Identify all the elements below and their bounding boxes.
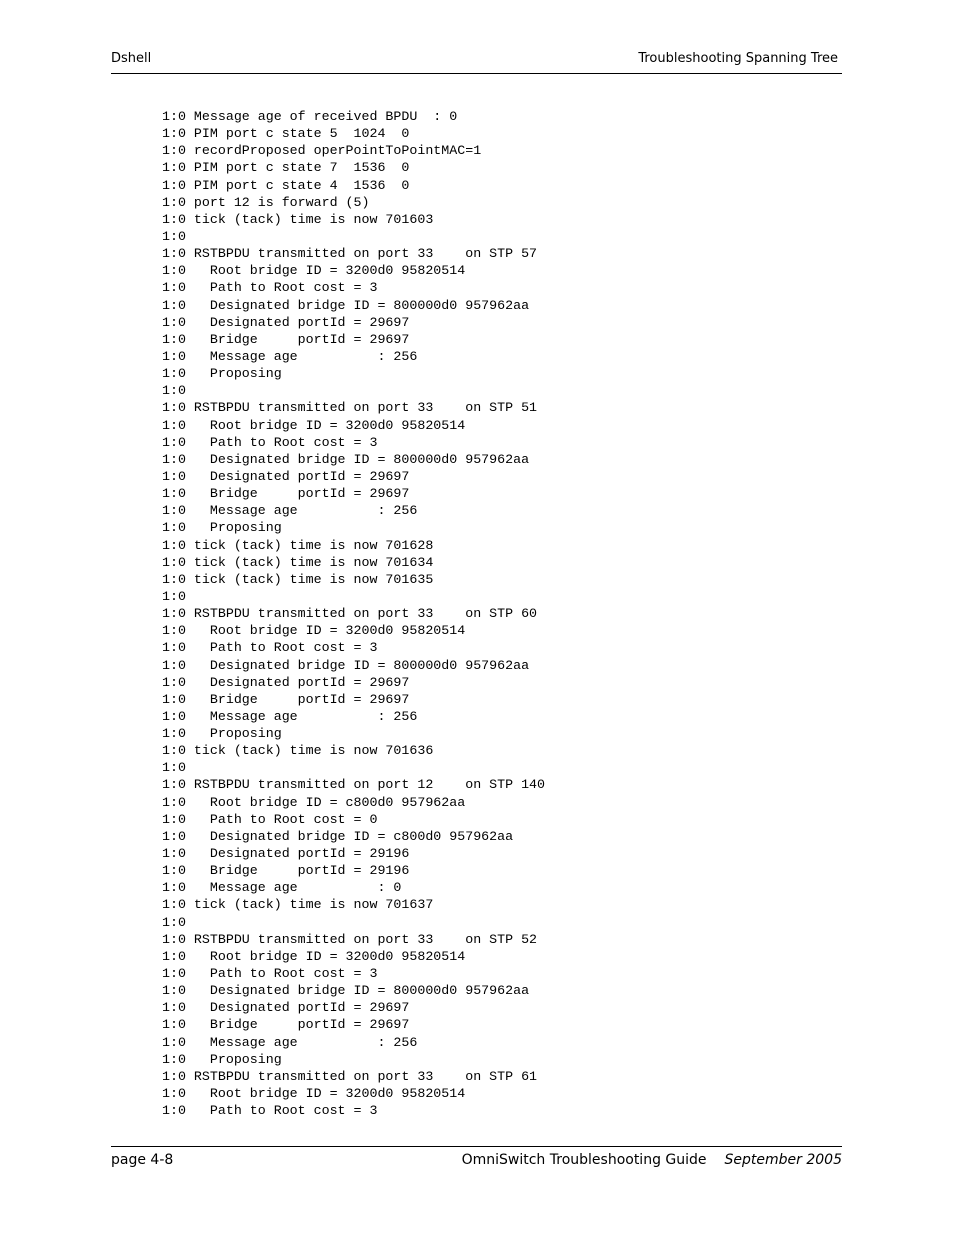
code-line: 1:0 tick (tack) time is now 701603 (162, 211, 434, 227)
code-line: 1:0 (162, 228, 186, 244)
code-line: 1:0 Proposing (162, 1051, 282, 1067)
code-line: 1:0 RSTBPDU transmitted on port 33 on STP 61 (162, 1068, 538, 1084)
code-line: 1:0 (162, 914, 186, 930)
code-line: 1:0 RSTBPDU transmitted on port 33 on STP 60 (162, 606, 538, 622)
dshell-output-listing (162, 108, 545, 1119)
code-line: 1:0 Bridge portId = 29196 (162, 863, 410, 879)
code-line: 1:0 Root bridge ID = 3200d0 95820514 (162, 263, 466, 279)
code-line: 1:0 Bridge portId = 29697 (162, 1017, 410, 1033)
code-line: 1:0 Proposing (162, 726, 282, 742)
code-line: 1:0 Designated bridge ID = 800000d0 957962aa (162, 297, 530, 313)
code-line: 1:0 Designated portId = 29697 (162, 314, 410, 330)
code-line: 1:0 Designated portId = 29697 (162, 674, 410, 690)
footer-publication (462, 1152, 842, 1168)
code-line: 1:0 RSTBPDU transmitted on port 12 on STP 140 (162, 777, 546, 793)
code-line: 1:0 Bridge portId = 29697 (162, 331, 410, 347)
code-line: 1:0 PIM port c state 4 1536 0 (162, 177, 410, 193)
code-line: 1:0 RSTBPDU transmitted on port 33 on STP 52 (162, 931, 538, 947)
code-line: 1:0 tick (tack) time is now 701628 (162, 537, 434, 553)
code-line: 1:0 tick (tack) time is now 701636 (162, 743, 434, 759)
publication-date: September 2005 (724, 1152, 842, 1168)
footer-rule (111, 1146, 842, 1147)
page-number: page 4-8 (111, 1152, 174, 1168)
code-line: 1:0 PIM port c state 5 1024 0 (162, 126, 410, 142)
code-line: 1:0 Message age : 256 (162, 348, 418, 364)
code-line: 1:0 PIM port c state 7 1536 0 (162, 160, 410, 176)
code-line: 1:0 Bridge portId = 29697 (162, 691, 410, 707)
guide-title: OmniSwitch Troubleshooting Guide (461, 1152, 707, 1168)
code-line: 1:0 port 12 is forward (5) (162, 194, 370, 210)
code-line: 1:0 Path to Root cost = 3 (162, 280, 378, 296)
code-line: 1:0 Message age : 256 (162, 503, 418, 519)
running-header-section: Dshell (111, 51, 152, 66)
code-line: 1:0 Path to Root cost = 3 (162, 966, 378, 982)
code-line: 1:0 Designated bridge ID = 800000d0 957962aa (162, 451, 530, 467)
code-line: 1:0 Designated portId = 29697 (162, 468, 410, 484)
code-line: 1:0 tick (tack) time is now 701637 (162, 897, 434, 913)
code-line: 1:0 Root bridge ID = c800d0 957962aa (162, 794, 466, 810)
code-line: 1:0 (162, 760, 186, 776)
code-line: 1:0 Root bridge ID = 3200d0 95820514 (162, 948, 466, 964)
code-line: 1:0 Path to Root cost = 3 (162, 1103, 378, 1119)
code-line: 1:0 tick (tack) time is now 701634 (162, 554, 434, 570)
code-line: 1:0 Proposing (162, 520, 282, 536)
code-line: 1:0 Message age : 256 (162, 1034, 418, 1050)
code-line: 1:0 RSTBPDU transmitted on port 33 on STP 51 (162, 400, 538, 416)
code-line: 1:0 Message age : 0 (162, 880, 402, 896)
code-line: 1:0 (162, 383, 186, 399)
code-line: 1:0 Message age : 256 (162, 708, 418, 724)
code-line: 1:0 RSTBPDU transmitted on port 33 on STP 57 (162, 246, 538, 262)
header-rule (111, 73, 842, 74)
running-header-chapter: Troubleshooting Spanning Tree (638, 51, 838, 66)
code-line: 1:0 Designated bridge ID = 800000d0 957962aa (162, 657, 530, 673)
code-line: 1:0 Root bridge ID = 3200d0 95820514 (162, 623, 466, 639)
code-line: 1:0 (162, 588, 186, 604)
code-line: 1:0 Message age of received BPDU : 0 (162, 109, 458, 124)
code-line: 1:0 Designated portId = 29697 (162, 1000, 410, 1016)
code-line: 1:0 Root bridge ID = 3200d0 95820514 (162, 417, 466, 433)
code-line: 1:0 Path to Root cost = 3 (162, 640, 378, 656)
code-line: 1:0 Path to Root cost = 3 (162, 434, 378, 450)
code-line: 1:0 Proposing (162, 366, 282, 382)
code-line: 1:0 recordProposed operPointToPointMAC=1 (162, 143, 482, 159)
code-line: 1:0 Designated bridge ID = 800000d0 957962aa (162, 983, 530, 999)
code-line: 1:0 Designated bridge ID = c800d0 957962aa (162, 828, 514, 844)
code-line: 1:0 tick (tack) time is now 701635 (162, 571, 434, 587)
code-line: 1:0 Designated portId = 29196 (162, 846, 410, 862)
code-line: 1:0 Path to Root cost = 0 (162, 811, 378, 827)
code-line: 1:0 Bridge portId = 29697 (162, 486, 410, 502)
code-line: 1:0 Root bridge ID = 3200d0 95820514 (162, 1086, 466, 1102)
